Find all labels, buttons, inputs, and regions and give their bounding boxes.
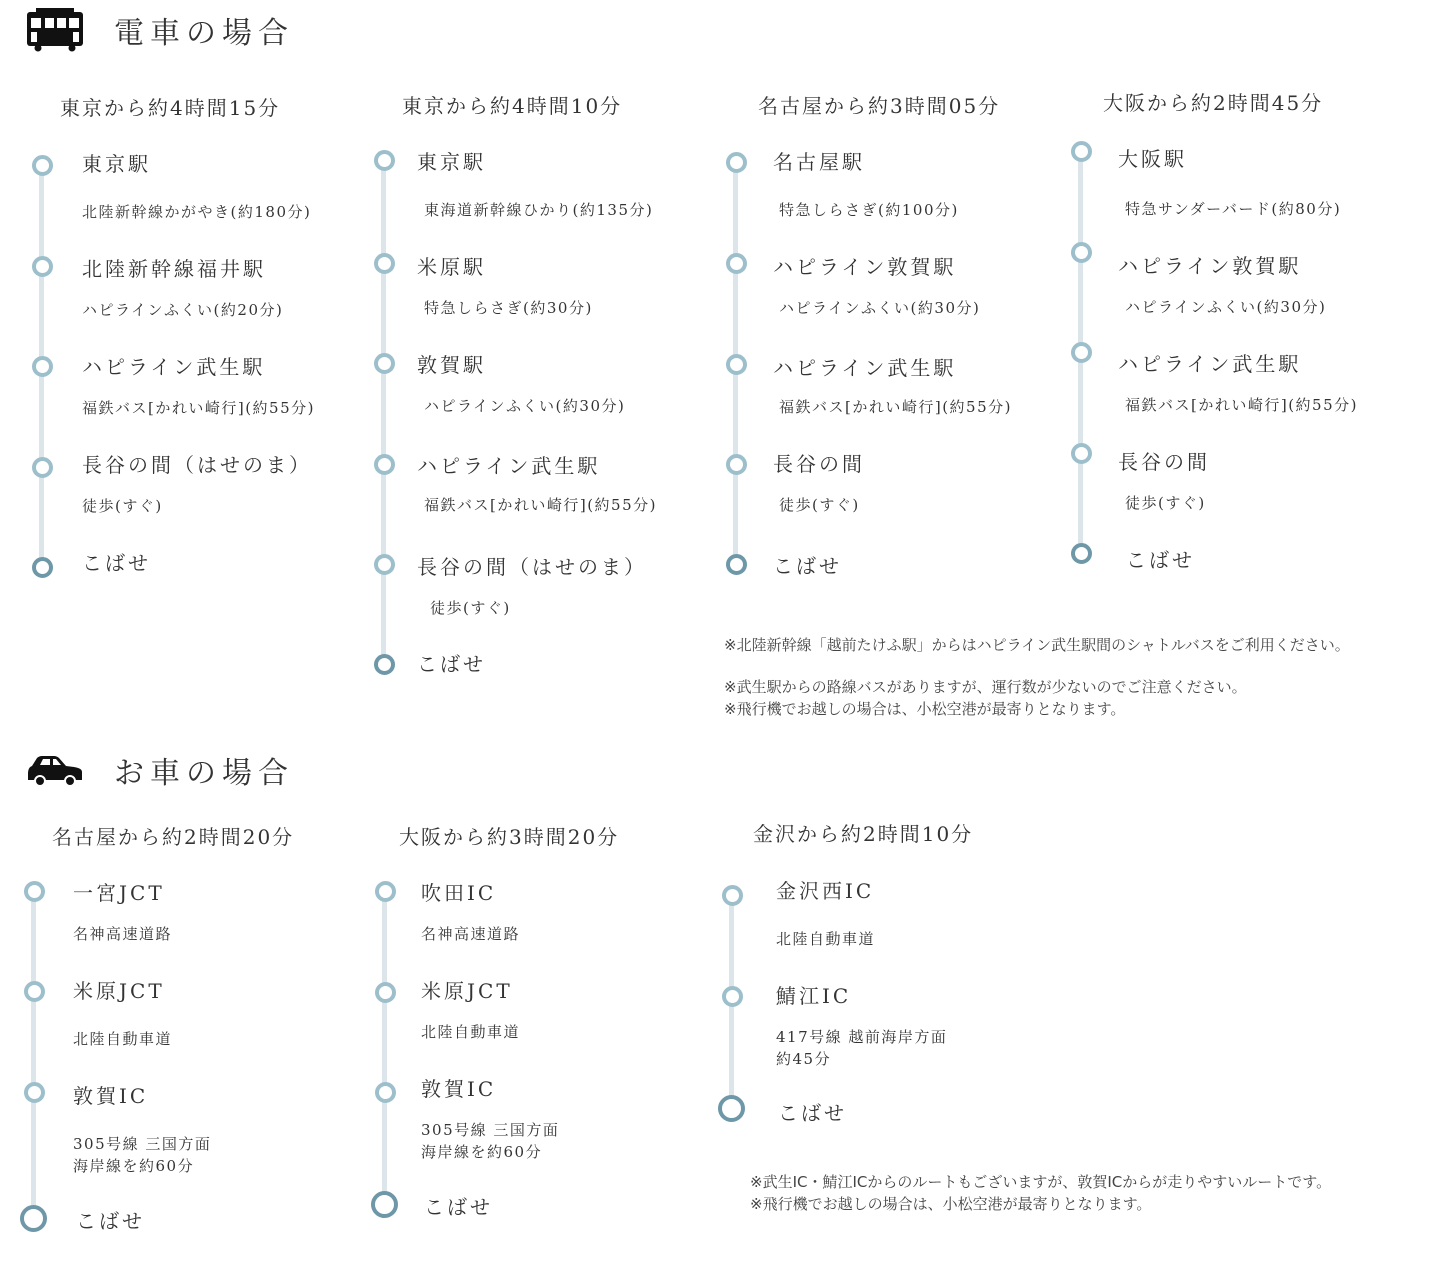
train-route-3-stop-3: ハピライン武生駅 bbox=[773, 356, 957, 380]
train-route-2-stop-1: 東京駅 bbox=[417, 150, 486, 174]
car-route-2-stop-1-marker bbox=[375, 881, 396, 902]
car-section-title bbox=[26, 748, 294, 792]
train-section-title bbox=[26, 8, 294, 52]
train-route-2-stop-2-marker bbox=[374, 253, 395, 274]
train-route-1-stop-1-marker bbox=[32, 155, 53, 176]
train-route-4-stop-3: ハピライン武生駅 bbox=[1118, 352, 1302, 376]
train-route-4-leg-2: ハピラインふくい(約30分) bbox=[1125, 298, 1327, 316]
train-route-2-stop-2: 米原駅 bbox=[417, 255, 486, 279]
train-route-4-stop-2: ハピライン敦賀駅 bbox=[1118, 254, 1302, 278]
car-route-1-stop-4: こばせ bbox=[76, 1209, 145, 1233]
car-route-1-stop-2-marker bbox=[24, 981, 45, 1002]
car-route-3-header: 金沢から約2時間10分 bbox=[753, 822, 974, 846]
car-route-2-leg-1: 名神高速道路 bbox=[421, 925, 521, 943]
car-route-1-stop-1-marker bbox=[24, 881, 45, 902]
train-route-3-stop-1-marker bbox=[726, 152, 747, 173]
car-route-2-stop-2: 米原JCT bbox=[421, 979, 513, 1003]
train-route-1-stop-1: 東京駅 bbox=[82, 152, 151, 176]
train-route-2-leg-5: 徒歩(すぐ) bbox=[430, 599, 511, 617]
car-title: お車の場合 bbox=[114, 756, 294, 791]
train-route-1-stop-5-marker bbox=[32, 557, 53, 578]
train-route-3-stop-2: ハピライン敦賀駅 bbox=[773, 255, 957, 279]
car-route-1-header: 名古屋から約2時間20分 bbox=[52, 825, 295, 849]
train-route-4-stop-4: 長谷の間 bbox=[1118, 450, 1210, 474]
train-route-2-leg-3: ハピラインふくい(約30分) bbox=[424, 397, 626, 415]
train-route-1-stop-5: こばせ bbox=[82, 551, 151, 575]
car-route-3-stop-3: こばせ bbox=[778, 1101, 847, 1125]
train-note-3: ※飛行機でお越しの場合は、小松空港が最寄りとなります。 bbox=[724, 700, 1126, 718]
car-note-1: ※武生IC・鯖江ICからのルートもございますが、敦賀ICからが走りやすいルートです。 bbox=[750, 1173, 1332, 1191]
train-route-4-leg-4: 徒歩(すぐ) bbox=[1125, 494, 1206, 512]
train-route-1-leg-1: 北陸新幹線かがやき(約180分) bbox=[82, 203, 312, 221]
car-route-1-line bbox=[31, 893, 36, 1215]
train-route-1-stop-4: 長谷の間（はせのま） bbox=[82, 453, 312, 477]
train-route-1-leg-3: 福鉄バス[かれい崎行](約55分) bbox=[82, 399, 315, 417]
train-route-3-leg-1: 特急しらさぎ(約100分) bbox=[779, 201, 959, 219]
train-route-2-stop-3-marker bbox=[374, 353, 395, 374]
train-route-3-stop-5: こばせ bbox=[773, 554, 842, 578]
train-route-2-stop-4-marker bbox=[374, 454, 395, 475]
train-route-2-line bbox=[381, 162, 386, 664]
car-icon bbox=[26, 750, 84, 790]
train-route-3-stop-4-marker bbox=[726, 454, 747, 475]
car-route-3-stop-1: 金沢西IC bbox=[776, 879, 875, 903]
car-route-1-stop-3-marker bbox=[24, 1082, 45, 1103]
car-route-1-stop-3: 敦賀IC bbox=[73, 1084, 149, 1108]
car-route-2-leg-2: 北陸自動車道 bbox=[421, 1023, 521, 1041]
train-route-2-stop-6-marker bbox=[374, 654, 395, 675]
car-route-1-stop-2: 米原JCT bbox=[73, 979, 165, 1003]
train-route-3-stop-1: 名古屋駅 bbox=[773, 150, 865, 174]
train-route-1-stop-3: ハピライン武生駅 bbox=[82, 355, 266, 379]
train-route-2-leg-4: 福鉄バス[かれい崎行](約55分) bbox=[424, 496, 657, 514]
car-route-2-stop-3-marker bbox=[375, 1082, 396, 1103]
train-route-4-stop-1: 大阪駅 bbox=[1118, 147, 1187, 171]
train-route-2-stop-5: 長谷の間（はせのま） bbox=[417, 555, 647, 579]
train-route-2-stop-5-marker bbox=[374, 554, 395, 575]
train-route-3-leg-4: 徒歩(すぐ) bbox=[779, 496, 860, 514]
car-route-1-stop-4-marker bbox=[20, 1205, 47, 1232]
car-route-2-stop-4-marker bbox=[371, 1191, 398, 1218]
car-route-2-header: 大阪から約3時間20分 bbox=[399, 825, 620, 849]
car-route-1-leg-2: 北陸自動車道 bbox=[73, 1030, 173, 1048]
train-route-2-leg-1: 東海道新幹線ひかり(約135分) bbox=[424, 201, 654, 219]
train-route-1-leg-4: 徒歩(すぐ) bbox=[82, 497, 163, 515]
train-route-2-stop-4: ハピライン武生駅 bbox=[417, 454, 601, 478]
train-route-1-leg-2: ハピラインふくい(約20分) bbox=[82, 301, 284, 319]
train-route-4-stop-4-marker bbox=[1071, 443, 1092, 464]
train-route-2-stop-6: こばせ bbox=[417, 652, 486, 676]
train-route-1-header: 東京から約4時間15分 bbox=[60, 96, 281, 120]
car-route-2-line bbox=[382, 893, 387, 1201]
train-route-3-stop-4: 長谷の間 bbox=[773, 452, 865, 476]
train-route-1-stop-2: 北陸新幹線福井駅 bbox=[82, 257, 266, 281]
train-route-3-header: 名古屋から約3時間05分 bbox=[758, 94, 1001, 118]
train-route-3-stop-3-marker bbox=[726, 354, 747, 375]
car-route-3-stop-1-marker bbox=[722, 885, 743, 906]
car-route-2-stop-2-marker bbox=[375, 982, 396, 1003]
train-route-4-leg-1: 特急サンダーバード(約80分) bbox=[1125, 200, 1342, 218]
train-route-2-stop-3: 敦賀駅 bbox=[417, 353, 486, 377]
train-note-1: ※北陸新幹線「越前たけふ駅」からはハピライン武生駅間のシャトルバスをご利用ください。 bbox=[724, 636, 1350, 654]
train-route-3-stop-5-marker bbox=[726, 554, 747, 575]
train-route-1-stop-2-marker bbox=[32, 256, 53, 277]
car-route-2-stop-3: 敦賀IC bbox=[421, 1077, 497, 1101]
train-route-4-stop-3-marker bbox=[1071, 342, 1092, 363]
train-route-4-stop-1-marker bbox=[1071, 141, 1092, 162]
car-route-3-stop-3-marker bbox=[718, 1095, 745, 1122]
car-route-1-leg-3: 305号線 三国方面 海岸線を約60分 bbox=[73, 1135, 212, 1175]
train-route-4-header: 大阪から約2時間45分 bbox=[1103, 91, 1324, 115]
train-route-2-header: 東京から約4時間10分 bbox=[402, 94, 623, 118]
train-route-2-leg-2: 特急しらさぎ(約30分) bbox=[424, 299, 593, 317]
car-route-3-leg-2: 417号線 越前海岸方面 約45分 bbox=[776, 1028, 948, 1068]
car-route-3-stop-2-marker bbox=[722, 986, 743, 1007]
car-note-2: ※飛行機でお越しの場合は、小松空港が最寄りとなります。 bbox=[750, 1195, 1152, 1213]
car-route-1-stop-1: 一宮JCT bbox=[73, 881, 165, 905]
train-title: 電車の場合 bbox=[114, 16, 294, 51]
train-route-4-stop-2-marker bbox=[1071, 242, 1092, 263]
car-route-3-stop-2: 鯖江IC bbox=[776, 984, 852, 1008]
car-route-2-stop-1: 吹田IC bbox=[421, 881, 497, 905]
train-note-2: ※武生駅からの路線バスがありますが、運行数が少ないのでご注意ください。 bbox=[724, 678, 1247, 696]
train-route-1-stop-3-marker bbox=[32, 356, 53, 377]
train-route-1-stop-4-marker bbox=[32, 457, 53, 478]
train-route-4-stop-5: こばせ bbox=[1126, 548, 1195, 572]
train-route-2-stop-1-marker bbox=[374, 150, 395, 171]
train-icon bbox=[26, 8, 84, 52]
car-route-3-leg-1: 北陸自動車道 bbox=[776, 930, 876, 948]
train-route-3-stop-2-marker bbox=[726, 253, 747, 274]
car-route-1-leg-1: 名神高速道路 bbox=[73, 925, 173, 943]
car-route-2-stop-4: こばせ bbox=[424, 1195, 493, 1219]
car-route-2-leg-3: 305号線 三国方面 海岸線を約60分 bbox=[421, 1121, 560, 1161]
train-route-3-leg-3: 福鉄バス[かれい崎行](約55分) bbox=[779, 398, 1012, 416]
train-route-3-leg-2: ハピラインふくい(約30分) bbox=[779, 299, 981, 317]
train-route-4-leg-3: 福鉄バス[かれい崎行](約55分) bbox=[1125, 396, 1358, 414]
train-route-4-stop-5-marker bbox=[1071, 543, 1092, 564]
